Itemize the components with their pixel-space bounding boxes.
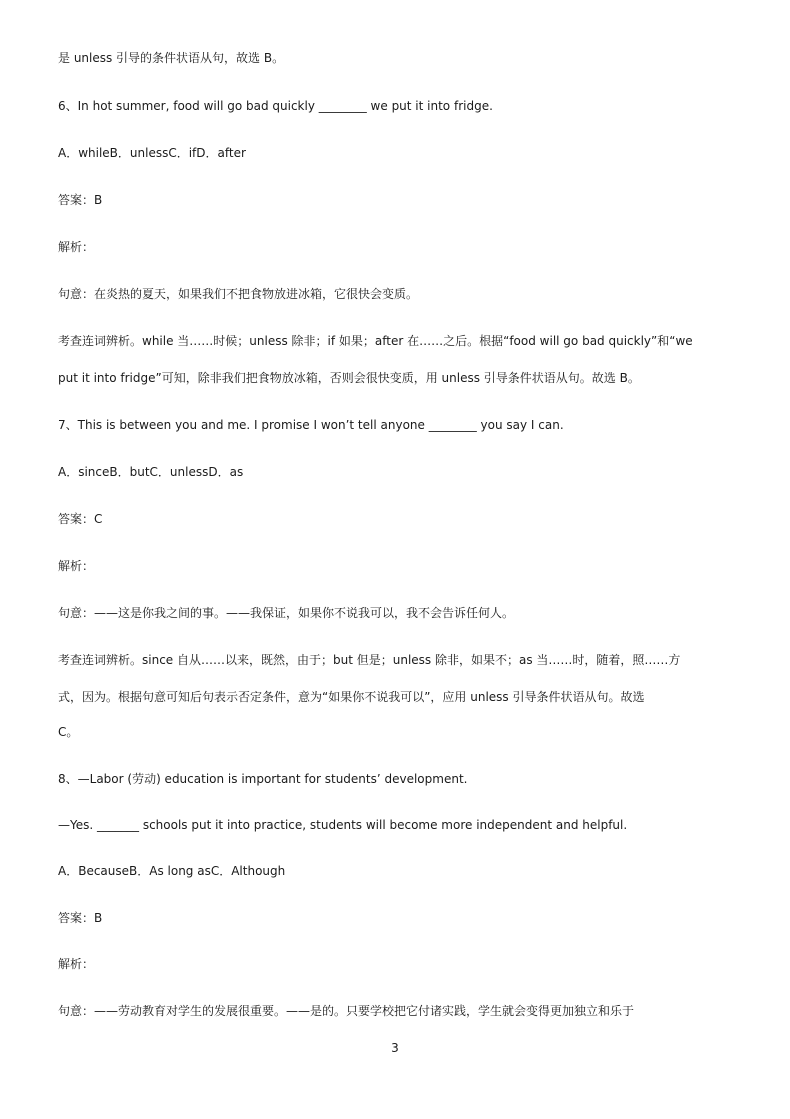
question-7-explanation-line-1: 考查连词辨析。since 自从……以来，既然，由于；but 但是；unless 除非，如果不；as 当……时，随着，照……方 [58, 653, 681, 667]
question-6-answer: 答案：B [58, 193, 103, 207]
question-7-analysis-label: 解析： [58, 559, 95, 573]
question-8-continuation: —Yes. _______ schools put it into practice, students will become more independent and helpful. [58, 818, 628, 832]
question-7-meaning: 句意：——这是你我之间的事。——我保证，如果你不说我可以，我不会告诉任何人。 [58, 606, 515, 620]
question-6-options: A．whileB．unlessC．ifD．after [58, 146, 246, 160]
question-7-options: A．sinceB．butC．unlessD．as [58, 465, 244, 479]
question-8: 8、—Labor (劳动) education is important for students’ development. [58, 772, 468, 786]
question-7-explanation-line-3: C。 [58, 725, 79, 739]
question-6-analysis-label: 解析： [58, 240, 95, 254]
question-7: 7、This is between you and me. I promise I won’t tell anyone ________ you say I can. [58, 418, 564, 432]
question-8-options: A．BecauseB．As long asC．Although [58, 864, 286, 878]
question-6: 6、In hot summer, food will go bad quickly ________ we put it into fridge. [58, 99, 493, 113]
question-7-explanation-line-2: 式，因为。根据句意可知后句表示否定条件，意为“如果你不说我可以”，应用 unless 引导条件状语从句。故选 [58, 690, 645, 704]
text-line-continuation: 是 unless 引导的条件状语从句，故选 B。 [58, 51, 285, 65]
question-8-answer: 答案：B [58, 911, 103, 925]
question-6-meaning: 句意：在炎热的夏天，如果我们不把食物放进冰箱，它很快会变质。 [58, 287, 419, 301]
question-6-explanation-line-1: 考查连词辨析。while 当……时候；unless 除非；if 如果；after 在……之后。根据“food will go bad quickly”和“we [58, 334, 693, 348]
page-number: 3 [391, 1041, 399, 1055]
question-6-explanation-line-2: put it into fridge”可知，除非我们把食物放冰箱，否则会很快变质，用 unless 引导条件状语从句。故选 B。 [58, 371, 640, 385]
question-8-meaning: 句意：——劳动教育对学生的发展很重要。——是的。只要学校把它付诸实践，学生就会变得更加独立和乐于 [58, 1004, 635, 1018]
question-7-answer: 答案：C [58, 512, 103, 526]
question-8-analysis-label: 解析： [58, 957, 95, 971]
